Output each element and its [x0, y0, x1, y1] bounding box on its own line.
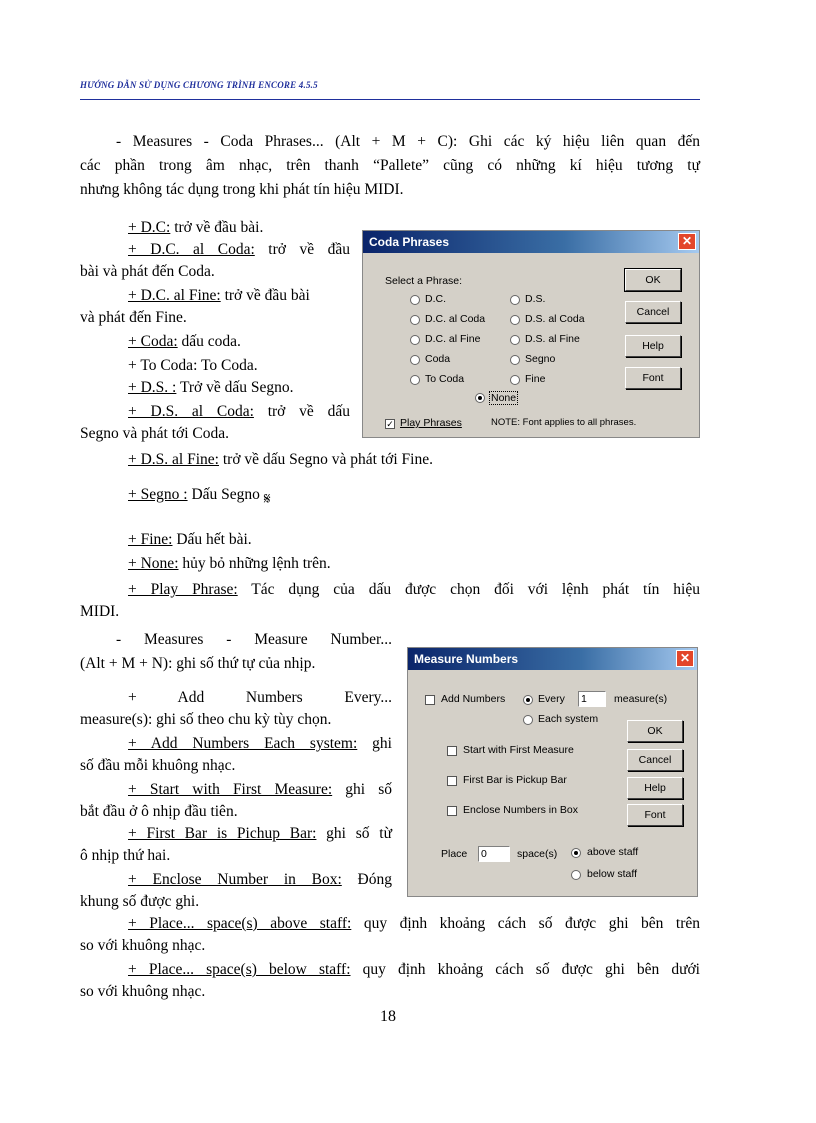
coda-item-ds: + D.S. : Trở về dấu Segno. [128, 379, 294, 396]
measure-item-each-system: + Add Numbers Each system: ghi [128, 735, 392, 752]
measure-item-start-first: + Start with First Measure: ghi số [128, 781, 393, 798]
radio-segno-label: Segno [525, 353, 556, 365]
radio-fine[interactable] [510, 375, 520, 385]
coda-item-dc-al-coda: + D.C. al Coda: trở về đầu [128, 241, 350, 258]
radio-ds-al-coda-label: D.S. al Coda [525, 313, 585, 325]
radio-every[interactable] [523, 695, 533, 705]
cancel-button[interactable]: Cancel [625, 301, 681, 323]
measure-item-place-below-cont: so với khuông nhạc. [80, 983, 206, 1000]
intro-line-2: các phần trong âm nhạc, trên thanh “Pallete” cũng có những kí hiệu tương tự [80, 157, 700, 174]
above-staff-label: above staff [587, 846, 639, 858]
radio-none[interactable] [475, 393, 485, 403]
spaces-label: space(s) [517, 848, 558, 860]
enclose-checkbox[interactable] [447, 806, 457, 816]
coda-item-dc: + D.C: trở về đầu bài. [128, 219, 264, 236]
coda-item-coda: + Coda: dấu coda. [128, 333, 241, 350]
below-staff-label: below staff [587, 868, 638, 880]
help-button[interactable]: Help [625, 335, 681, 357]
play-phrases-label: Play Phrases [400, 417, 462, 429]
measure-item-enclose: + Enclose Number in Box: Đóng [128, 871, 392, 888]
place-label: Place [441, 848, 468, 860]
coda-item-dc-al-fine-cont: và phát đến Fine. [80, 309, 187, 326]
measure-item-pickup-bar: + First Bar is Pichup Bar: ghi số từ [128, 825, 392, 842]
measure-item-add-every-cont: measure(s): ghi số theo chu kỳ tùy chọn. [80, 711, 332, 728]
each-system-label: Each system [538, 713, 599, 725]
every-input[interactable]: 1 [578, 691, 606, 707]
radio-dc-al-coda-label: D.C. al Coda [425, 313, 486, 325]
radio-none-label: None [491, 392, 517, 404]
page-number: 18 [380, 1008, 396, 1025]
start-first-label: Start with First Measure [463, 744, 574, 756]
coda-item-dc-al-fine: + D.C. al Fine: trở về đầu bài [128, 287, 310, 304]
play-phrases-checkbox[interactable]: ✓ [386, 419, 394, 429]
measure-intro-line-1: - Measures - Measure Number... [116, 631, 392, 648]
measure-intro-line-2: (Alt + M + N): ghi số thứ tự của nhịp. [80, 655, 316, 672]
measure-item-place-above-cont: so với khuông nhạc. [80, 937, 206, 954]
measure-item-place-above: + Place... space(s) above staff: quy định khoảng cách số được ghi bên trên [128, 915, 700, 932]
radio-ds-label: D.S. [525, 293, 546, 305]
intro-line-3: nhưng không tác dụng trong khi phát tín hiệu MIDI. [80, 181, 404, 198]
coda-item-ds-al-fine: + D.S. al Fine: trở về dấu Segno và phát tới Fine. [128, 451, 433, 468]
radio-dc[interactable] [410, 295, 420, 305]
first-bar-label: First Bar is Pickup Bar [463, 774, 567, 786]
coda-item-segno: + Segno : Dấu Segno 𝄋 [128, 486, 271, 508]
segno-symbol: 𝄋 [263, 489, 271, 508]
header-rule [80, 99, 700, 100]
add-numbers-label: Add Numbers [441, 693, 506, 705]
radio-below-staff[interactable] [571, 870, 581, 880]
first-bar-checkbox[interactable] [447, 776, 457, 786]
radio-ds-al-fine-label: D.S. al Fine [525, 333, 580, 345]
ok-button[interactable]: OK [625, 269, 681, 291]
select-phrase-label: Select a Phrase: [385, 275, 463, 287]
radio-dc-al-fine[interactable] [410, 335, 420, 345]
page-header: HƯỚNG DẪN SỬ DỤNG CHƯƠNG TRÌNH ENCORE 4.5.5 [80, 80, 318, 90]
measure-item-start-first-cont: bắt đầu ở ô nhịp đầu tiên. [80, 803, 238, 820]
radio-segno[interactable] [510, 355, 520, 365]
measure-item-pickup-bar-cont: ô nhịp thứ hai. [80, 847, 171, 864]
close-icon[interactable]: ✕ [676, 650, 694, 667]
radio-ds-al-fine[interactable] [510, 335, 520, 345]
radio-coda[interactable] [410, 355, 420, 365]
measure-item-enclose-cont: khung số được ghi. [80, 893, 200, 910]
measures-label: measure(s) [614, 693, 668, 705]
ok-button[interactable]: OK [627, 720, 683, 742]
coda-item-to-coda: + To Coda: To Coda. [128, 357, 258, 374]
radio-dc-al-fine-label: D.C. al Fine [425, 333, 481, 345]
radio-above-staff[interactable] [571, 848, 581, 858]
close-icon[interactable]: ✕ [678, 233, 696, 250]
coda-item-dc-al-coda-cont: bài và phát đến Coda. [80, 263, 215, 280]
intro-line-1: - Measures - Coda Phrases... (Alt + M + C): Ghi các ký hiệu liên quan đến [116, 133, 700, 150]
radio-coda-label: Coda [425, 353, 451, 365]
radio-ds-al-coda[interactable] [510, 315, 520, 325]
radio-dc-label: D.C. [425, 293, 446, 305]
every-label: Every [538, 693, 565, 705]
coda-item-play-phrase: + Play Phrase: Tác dụng của dấu được chọn đối với lệnh phát tín hiệu [128, 581, 700, 598]
coda-phrases-dialog [362, 230, 700, 438]
measure-item-each-system-cont: số đầu mỗi khuông nhạc. [80, 757, 236, 774]
radio-each-system[interactable] [523, 715, 533, 725]
radio-to-coda-label: To Coda [425, 373, 465, 385]
font-button[interactable]: Font [627, 804, 683, 826]
measure-numbers-dialog [407, 647, 698, 897]
coda-item-none: + None: hủy bỏ những lệnh trên. [128, 555, 331, 572]
measure-item-add-every: + Add Numbers Every... [128, 689, 392, 706]
coda-item-fine: + Fine: Dấu hết bài. [128, 531, 252, 548]
start-first-checkbox[interactable] [447, 746, 457, 756]
coda-item-ds-al-coda-cont: Segno và phát tới Coda. [80, 425, 229, 442]
measure-item-place-below: + Place... space(s) below staff: quy định khoảng cách số được ghi bên dưới [128, 961, 700, 978]
radio-dc-al-coda[interactable] [410, 315, 420, 325]
radio-ds[interactable] [510, 295, 520, 305]
enclose-label: Enclose Numbers in Box [463, 804, 578, 816]
cancel-button[interactable]: Cancel [627, 749, 683, 771]
help-button[interactable]: Help [627, 777, 683, 799]
font-note: NOTE: Font applies to all phrases. [491, 417, 637, 428]
dialog-title: Coda Phrases [363, 231, 699, 253]
add-numbers-checkbox[interactable] [425, 695, 435, 705]
place-input[interactable]: 0 [478, 846, 510, 862]
radio-fine-label: Fine [525, 373, 546, 385]
radio-to-coda[interactable] [410, 375, 420, 385]
font-button[interactable]: Font [625, 367, 681, 389]
coda-item-ds-al-coda: + D.S. al Coda: trở về dấu [128, 403, 350, 420]
coda-item-play-phrase-cont: MIDI. [80, 603, 120, 620]
dialog-title: Measure Numbers [408, 648, 697, 670]
